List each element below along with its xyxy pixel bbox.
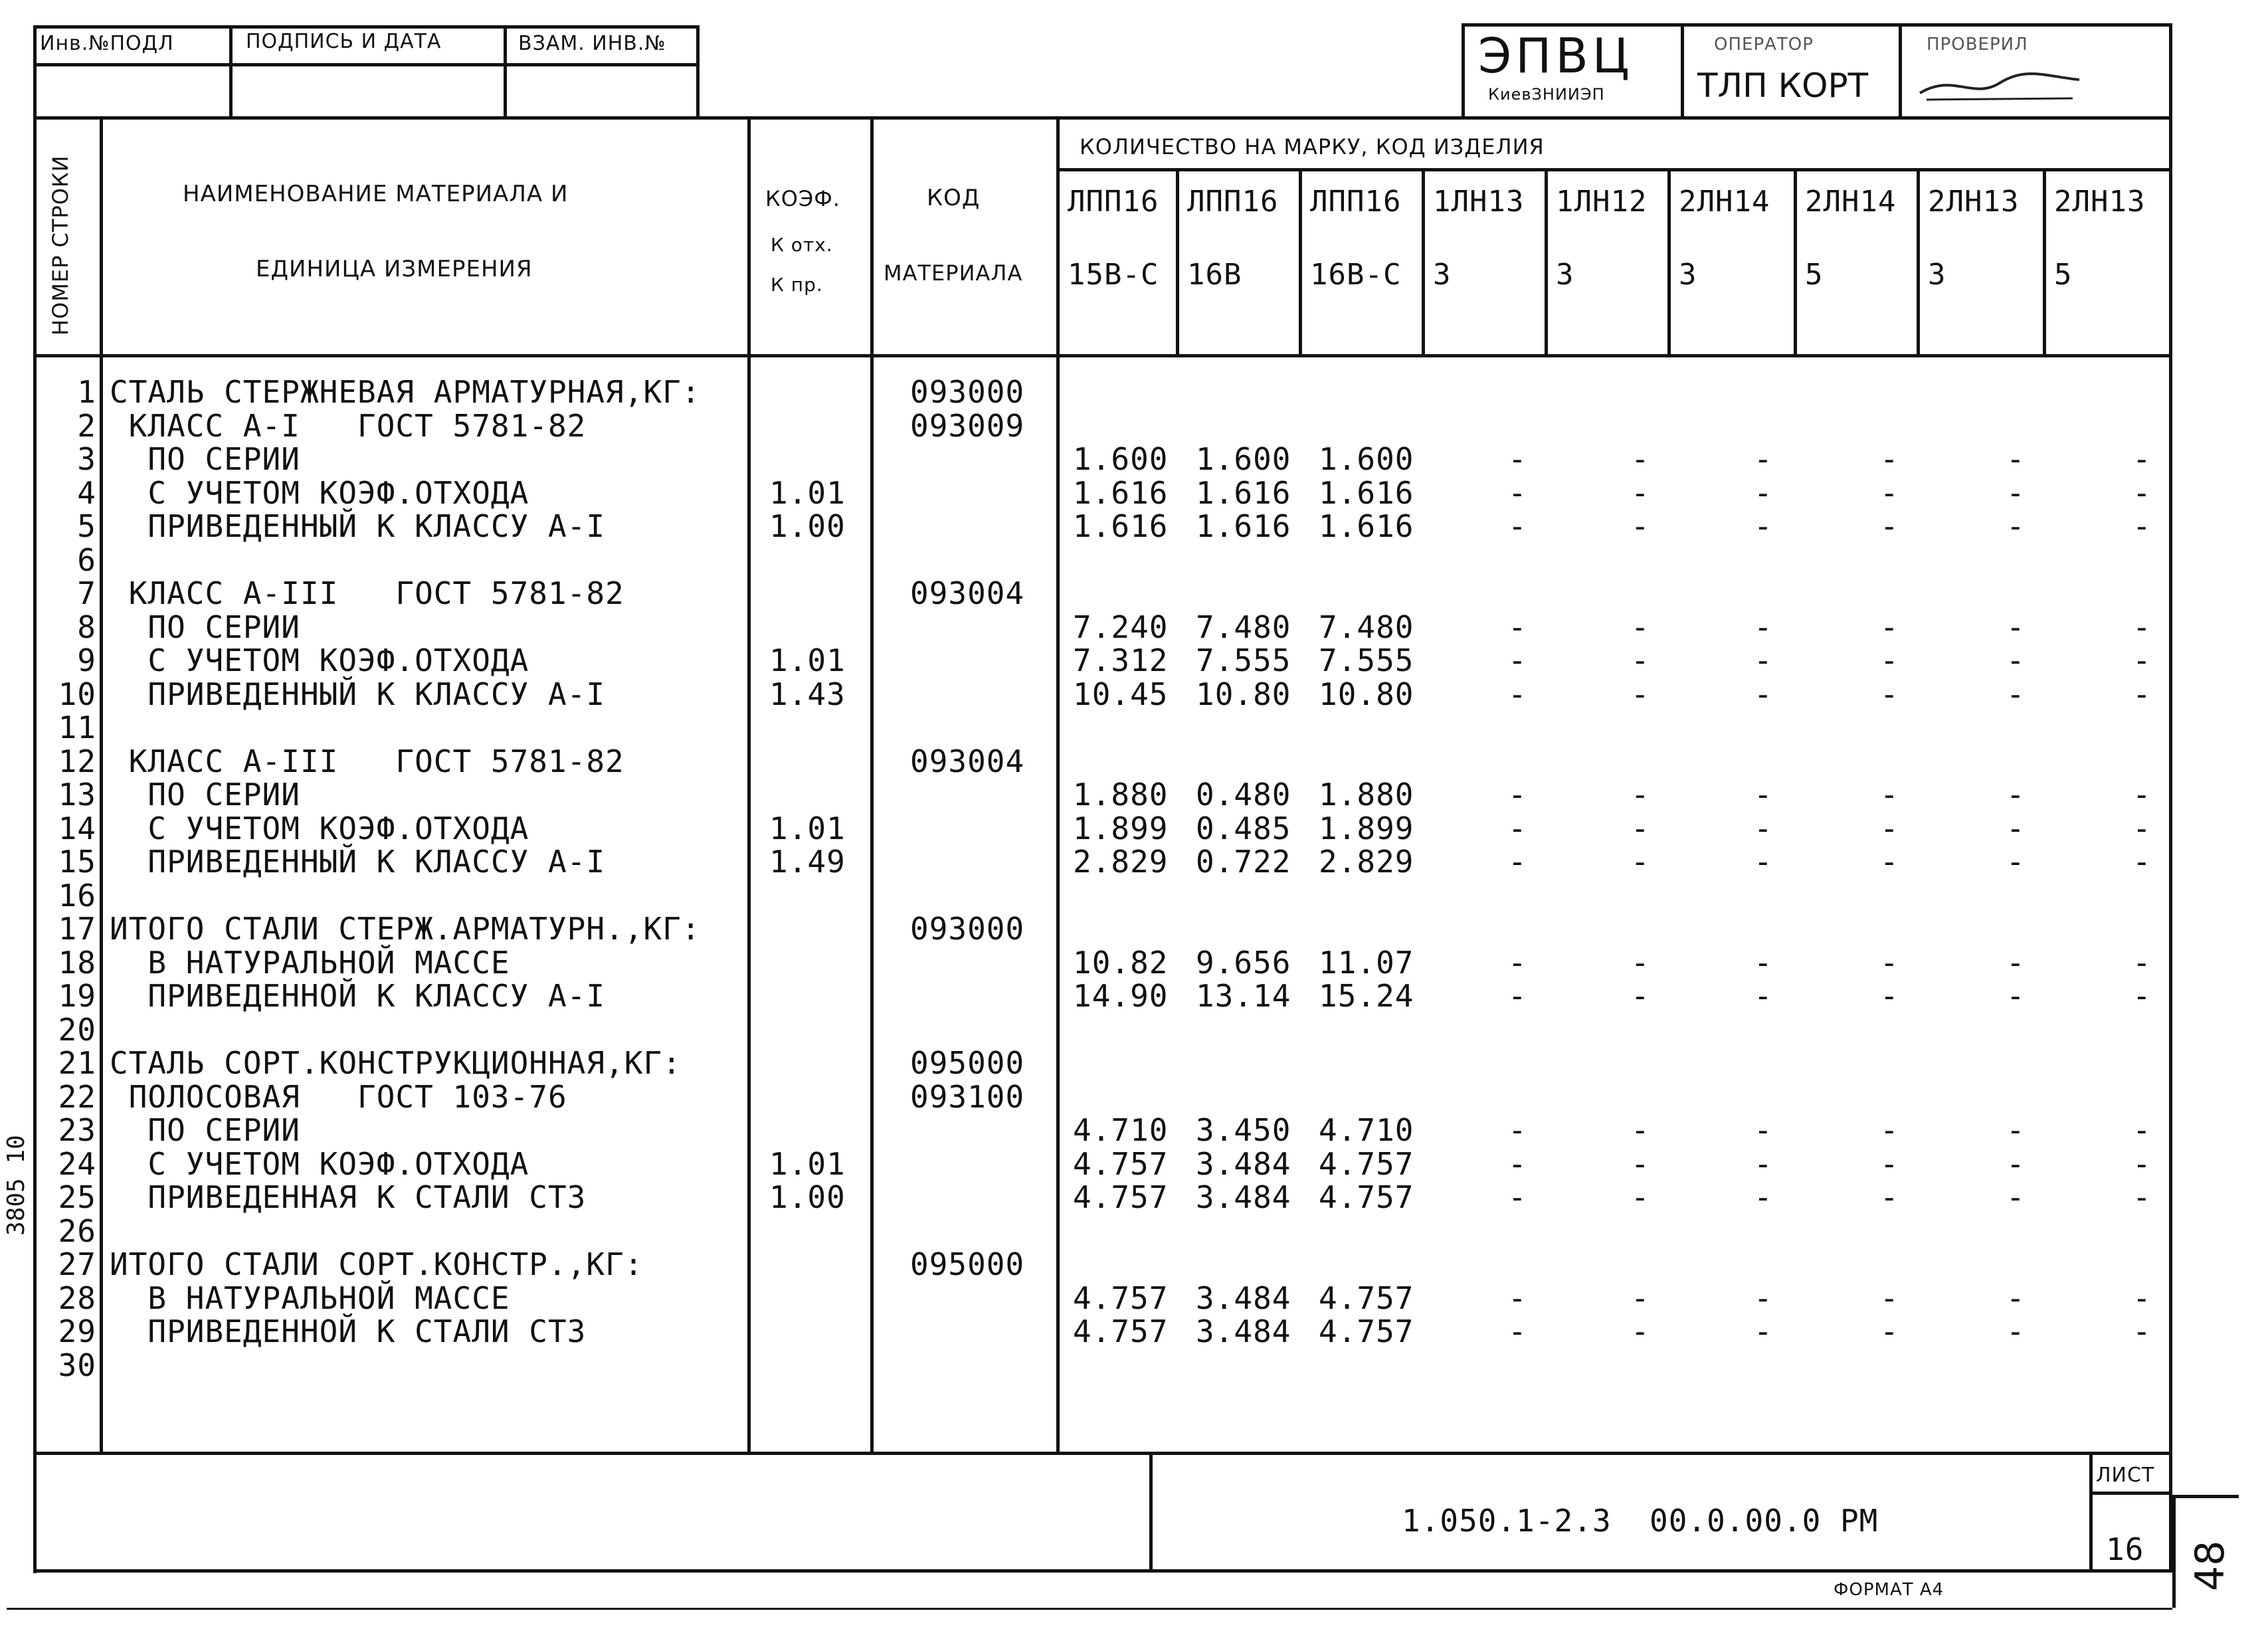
- empty-dash: -: [1631, 811, 1650, 846]
- quantity-value: 9.656: [1196, 945, 1291, 981]
- empty-dash: -: [1754, 508, 1773, 544]
- quantity-value: 3.484: [1196, 1280, 1291, 1316]
- empty-dash: -: [1880, 1112, 1899, 1148]
- material-name: ПРИВЕДЕННОЙ К КЛАССУ А-I: [110, 978, 606, 1014]
- material-name: ПРИВЕДЕННОЙ К СТАЛИ СТ3: [110, 1313, 587, 1349]
- code-header-line1: КОД: [927, 185, 981, 211]
- quantity-value: 3.484: [1196, 1313, 1291, 1349]
- material-name: С УЧЕТОМ КОЭФ.ОТХОДА: [110, 1146, 529, 1182]
- empty-dash: -: [1754, 1179, 1773, 1215]
- qty-header: КОЛИЧЕСТВО НА МАРКУ, КОД ИЗДЕЛИЯ: [1080, 134, 1545, 159]
- mark-code-bottom: 5: [1805, 258, 1824, 292]
- material-name: ПО СЕРИИ: [110, 1112, 300, 1148]
- quantity-value: 0.485: [1196, 811, 1291, 846]
- empty-dash: -: [1880, 945, 1899, 981]
- empty-dash: -: [1508, 1112, 1527, 1148]
- inv-label: Инв.№ПОДЛ: [40, 32, 174, 55]
- quantity-value: 1.600: [1319, 441, 1414, 477]
- quantity-value: 0.722: [1196, 844, 1291, 880]
- material-code: 093004: [910, 575, 1025, 611]
- empty-dash: -: [1880, 811, 1899, 846]
- quantity-value: 10.80: [1196, 676, 1291, 712]
- empty-dash: -: [2006, 978, 2026, 1014]
- row-number: 28: [58, 1280, 96, 1316]
- empty-dash: -: [1754, 441, 1773, 477]
- empty-dash: -: [2006, 475, 2026, 511]
- empty-dash: -: [1508, 642, 1527, 678]
- checker-label: ПРОВЕРИЛ: [1927, 35, 2028, 54]
- empty-dash: -: [2132, 508, 2152, 544]
- empty-dash: -: [1631, 475, 1650, 511]
- row-number: 12: [58, 743, 96, 779]
- quantity-value: 1.616: [1196, 508, 1291, 544]
- mark-code-bottom: 15В-С: [1068, 258, 1159, 292]
- quantity-value: 1.616: [1319, 475, 1414, 511]
- empty-dash: -: [2006, 811, 2026, 846]
- empty-dash: -: [2006, 945, 2026, 981]
- empty-dash: -: [1880, 441, 1899, 477]
- empty-dash: -: [2006, 844, 2026, 880]
- material-name: В НАТУРАЛЬНОЙ МАССЕ: [110, 945, 510, 981]
- empty-dash: -: [1508, 777, 1527, 813]
- empty-dash: -: [2006, 508, 2026, 544]
- org-logo: ЭПВЦ: [1478, 28, 1634, 84]
- empty-dash: -: [1880, 978, 1899, 1014]
- mark-code-bottom: 3: [1556, 258, 1574, 292]
- material-name: КЛАСС А-III ГОСТ 5781-82: [110, 575, 624, 611]
- row-number: 11: [58, 710, 96, 745]
- quantity-value: 1.899: [1319, 811, 1414, 846]
- mark-code-bottom: 3: [1928, 258, 1946, 292]
- rownum-header: НОМЕР СТРОКИ: [48, 155, 73, 336]
- mark-code-top: 2ЛН14: [1679, 185, 1770, 219]
- row-number: 14: [58, 811, 96, 846]
- format-label: ФОРМАТ А4: [1834, 1580, 1944, 1600]
- material-code: 093000: [910, 911, 1025, 947]
- material-name: С УЧЕТОМ КОЭФ.ОТХОДА: [110, 642, 529, 678]
- quantity-value: 1.600: [1196, 441, 1291, 477]
- row-number: 10: [58, 676, 96, 712]
- vzam-label: ВЗАМ. ИНВ.№: [518, 32, 666, 55]
- empty-dash: -: [1631, 609, 1650, 645]
- empty-dash: -: [1508, 609, 1527, 645]
- empty-dash: -: [1754, 945, 1773, 981]
- empty-dash: -: [2006, 1280, 2026, 1316]
- mark-code-bottom: 16В-С: [1310, 258, 1402, 292]
- name-header-line1: НАИМЕНОВАНИЕ МАТЕРИАЛА И: [183, 181, 569, 207]
- empty-dash: -: [1754, 609, 1773, 645]
- row-number: 9: [77, 642, 96, 678]
- empty-dash: -: [2006, 1179, 2026, 1215]
- empty-dash: -: [1754, 1280, 1773, 1316]
- empty-dash: -: [1631, 777, 1650, 813]
- material-name: ПОЛОСОВАЯ ГОСТ 103-76: [110, 1079, 567, 1115]
- empty-dash: -: [1631, 508, 1650, 544]
- quantity-value: 4.757: [1319, 1179, 1414, 1215]
- quantity-value: 4.757: [1319, 1313, 1414, 1349]
- empty-dash: -: [1508, 508, 1527, 544]
- row-number: 1: [77, 374, 96, 410]
- empty-dash: -: [1631, 844, 1650, 880]
- empty-dash: -: [1754, 844, 1773, 880]
- material-name: ПО СЕРИИ: [110, 441, 300, 477]
- quantity-value: 7.555: [1319, 642, 1414, 678]
- material-name: СТАЛЬ СТЕРЖНЕВАЯ АРМАТУРНАЯ,КГ:: [110, 374, 701, 410]
- quantity-value: 4.757: [1073, 1146, 1169, 1182]
- empty-dash: -: [1880, 1280, 1899, 1316]
- row-number: 6: [77, 542, 96, 578]
- material-code: 095000: [910, 1045, 1025, 1081]
- row-number: 26: [58, 1213, 96, 1249]
- material-name: ПО СЕРИИ: [110, 609, 300, 645]
- quantity-value: 10.45: [1073, 676, 1169, 712]
- empty-dash: -: [1754, 1112, 1773, 1148]
- quantity-value: 4.710: [1073, 1112, 1169, 1148]
- empty-dash: -: [2132, 1179, 2152, 1215]
- quantity-value: 4.757: [1073, 1313, 1169, 1349]
- operator-label: ОПЕРАТОР: [1714, 35, 1814, 54]
- quantity-value: 4.757: [1073, 1179, 1169, 1215]
- empty-dash: -: [2132, 777, 2152, 813]
- coefficient: 1.49: [769, 844, 846, 880]
- mark-code-bottom: 5: [2054, 258, 2073, 292]
- mark-code-top: 2ЛН14: [1805, 185, 1897, 219]
- mark-code-bottom: 3: [1679, 258, 1697, 292]
- empty-dash: -: [1508, 1313, 1527, 1349]
- empty-dash: -: [1508, 811, 1527, 846]
- empty-dash: -: [1508, 441, 1527, 477]
- mark-code-top: 2ЛН13: [1928, 185, 2020, 219]
- empty-dash: -: [1880, 1146, 1899, 1182]
- material-code: 093000: [910, 374, 1025, 410]
- quantity-value: 11.07: [1319, 945, 1414, 981]
- quantity-value: 4.757: [1073, 1280, 1169, 1316]
- empty-dash: -: [1880, 777, 1899, 813]
- material-name: ПО СЕРИИ: [110, 777, 300, 813]
- quantity-value: 3.484: [1196, 1179, 1291, 1215]
- empty-dash: -: [1754, 811, 1773, 846]
- empty-dash: -: [2132, 441, 2152, 477]
- empty-dash: -: [1880, 1179, 1899, 1215]
- empty-dash: -: [1631, 1146, 1650, 1182]
- material-name: С УЧЕТОМ КОЭФ.ОТХОДА: [110, 475, 529, 511]
- quantity-value: 14.90: [1073, 978, 1169, 1014]
- sheet-label: ЛИСТ: [2096, 1464, 2155, 1487]
- coefficient: 1.00: [769, 508, 846, 544]
- empty-dash: -: [2006, 642, 2026, 678]
- material-code: 093009: [910, 408, 1025, 444]
- quantity-value: 2.829: [1073, 844, 1169, 880]
- row-number: 21: [58, 1045, 96, 1081]
- quantity-value: 4.710: [1319, 1112, 1414, 1148]
- quantity-value: 4.757: [1319, 1146, 1414, 1182]
- row-number: 13: [58, 777, 96, 813]
- empty-dash: -: [1508, 676, 1527, 712]
- material-name: ИТОГО СТАЛИ СТЕРЖ.АРМАТУРН.,КГ:: [110, 911, 701, 947]
- empty-dash: -: [2006, 609, 2026, 645]
- empty-dash: -: [1631, 1313, 1650, 1349]
- margin-side-text: 3805 10: [3, 1135, 30, 1236]
- empty-dash: -: [2006, 441, 2026, 477]
- mark-code-top: 1ЛН13: [1433, 185, 1525, 219]
- empty-dash: -: [1754, 1313, 1773, 1349]
- quantity-value: 1.880: [1319, 777, 1414, 813]
- quantity-value: 1.616: [1073, 475, 1169, 511]
- coef-header-line2: К отх.: [771, 234, 833, 256]
- empty-dash: -: [2132, 1280, 2152, 1316]
- quantity-value: 1.899: [1073, 811, 1169, 846]
- empty-dash: -: [1631, 1280, 1650, 1316]
- row-number: 15: [58, 844, 96, 880]
- empty-dash: -: [2132, 978, 2152, 1014]
- quantity-value: 1.600: [1073, 441, 1169, 477]
- coefficient: 1.01: [769, 811, 846, 846]
- sign-date-label: ПОДПИСЬ И ДАТА: [246, 30, 442, 53]
- quantity-value: 3.484: [1196, 1146, 1291, 1182]
- row-number: 29: [58, 1313, 96, 1349]
- material-name: СТАЛЬ СОРТ.КОНСТРУКЦИОННАЯ,КГ:: [110, 1045, 682, 1081]
- material-name: ПРИВЕДЕННАЯ К СТАЛИ СТ3: [110, 1179, 587, 1215]
- quantity-value: 10.80: [1319, 676, 1414, 712]
- empty-dash: -: [1754, 642, 1773, 678]
- coefficient: 1.01: [769, 475, 846, 511]
- empty-dash: -: [1631, 441, 1650, 477]
- material-name: ПРИВЕДЕННЫЙ К КЛАССУ А-I: [110, 676, 606, 712]
- empty-dash: -: [1880, 609, 1899, 645]
- empty-dash: -: [1754, 1146, 1773, 1182]
- empty-dash: -: [1880, 844, 1899, 880]
- empty-dash: -: [2132, 811, 2152, 846]
- checker-signature: [1913, 66, 2086, 106]
- row-number: 4: [77, 475, 96, 511]
- empty-dash: -: [1508, 844, 1527, 880]
- quantity-value: 7.312: [1073, 642, 1169, 678]
- empty-dash: -: [1631, 642, 1650, 678]
- material-name: КЛАСС А-I ГОСТ 5781-82: [110, 408, 587, 444]
- row-number: 30: [58, 1347, 96, 1383]
- empty-dash: -: [1631, 978, 1650, 1014]
- mark-code-bottom: 3: [1433, 258, 1452, 292]
- material-name: ИТОГО СТАЛИ СОРТ.КОНСТР.,КГ:: [110, 1246, 644, 1282]
- empty-dash: -: [2006, 1146, 2026, 1182]
- empty-dash: -: [1880, 642, 1899, 678]
- empty-dash: -: [1880, 508, 1899, 544]
- row-number: 3: [77, 441, 96, 477]
- empty-dash: -: [2132, 1313, 2152, 1349]
- mark-code-bottom: 16В: [1187, 258, 1242, 292]
- empty-dash: -: [1754, 475, 1773, 511]
- empty-dash: -: [1880, 1313, 1899, 1349]
- operator-value: ТЛП КОРТ: [1697, 66, 1869, 105]
- mark-code-top: ЛПП16: [1068, 185, 1159, 219]
- doc-code: 1.050.1-2.3 00.0.00.0 РМ: [1402, 1503, 1879, 1539]
- row-number: 2: [77, 408, 96, 444]
- material-name: С УЧЕТОМ КОЭФ.ОТХОДА: [110, 811, 529, 846]
- empty-dash: -: [2006, 676, 2026, 712]
- quantity-value: 15.24: [1319, 978, 1414, 1014]
- quantity-value: 13.14: [1196, 978, 1291, 1014]
- row-number: 17: [58, 911, 96, 947]
- material-name: ПРИВЕДЕННЫЙ К КЛАССУ А-I: [110, 844, 606, 880]
- material-name: ПРИВЕДЕННЫЙ К КЛАССУ А-I: [110, 508, 606, 544]
- mark-code-top: 1ЛН12: [1556, 185, 1648, 219]
- empty-dash: -: [2132, 642, 2152, 678]
- row-number: 22: [58, 1079, 96, 1115]
- quantity-value: 10.82: [1073, 945, 1169, 981]
- empty-dash: -: [1508, 475, 1527, 511]
- quantity-value: 1.616: [1319, 508, 1414, 544]
- empty-dash: -: [1880, 676, 1899, 712]
- empty-dash: -: [1508, 945, 1527, 981]
- empty-dash: -: [2132, 945, 2152, 981]
- empty-dash: -: [2132, 475, 2152, 511]
- row-number: 27: [58, 1246, 96, 1282]
- empty-dash: -: [1880, 475, 1899, 511]
- empty-dash: -: [2006, 1112, 2026, 1148]
- quantity-value: 7.240: [1073, 609, 1169, 645]
- empty-dash: -: [2132, 1112, 2152, 1148]
- coefficient: 1.43: [769, 676, 846, 712]
- row-number: 5: [77, 508, 96, 544]
- material-name: КЛАСС А-III ГОСТ 5781-82: [110, 743, 624, 779]
- code-header-line2: МАТЕРИАЛА: [884, 260, 1023, 286]
- row-number: 25: [58, 1179, 96, 1215]
- quantity-value: 1.616: [1196, 475, 1291, 511]
- mark-code-top: 2ЛН13: [2054, 185, 2146, 219]
- row-number: 20: [58, 1012, 96, 1048]
- empty-dash: -: [1631, 1112, 1650, 1148]
- empty-dash: -: [1631, 1179, 1650, 1215]
- coefficient: 1.01: [769, 1146, 846, 1182]
- page-number: 48: [2187, 1540, 2233, 1591]
- empty-dash: -: [1508, 1146, 1527, 1182]
- empty-dash: -: [1508, 1179, 1527, 1215]
- empty-dash: -: [1631, 676, 1650, 712]
- empty-dash: -: [2132, 609, 2152, 645]
- empty-dash: -: [2006, 777, 2026, 813]
- quantity-value: 1.616: [1073, 508, 1169, 544]
- quantity-value: 3.450: [1196, 1112, 1291, 1148]
- material-name: В НАТУРАЛЬНОЙ МАССЕ: [110, 1280, 510, 1316]
- mark-code-top: ЛПП16: [1187, 185, 1279, 219]
- material-code: 093100: [910, 1079, 1025, 1115]
- empty-dash: -: [2132, 1146, 2152, 1182]
- material-code: 095000: [910, 1246, 1025, 1282]
- empty-dash: -: [1631, 945, 1650, 981]
- coef-header-line3: К пр.: [771, 274, 823, 296]
- material-code: 093004: [910, 743, 1025, 779]
- empty-dash: -: [1754, 777, 1773, 813]
- quantity-value: 7.480: [1196, 609, 1291, 645]
- quantity-value: 2.829: [1319, 844, 1414, 880]
- coef-header-line1: КОЭФ.: [765, 186, 840, 211]
- name-header-line2: ЕДИНИЦА ИЗМЕРЕНИЯ: [256, 256, 533, 282]
- quantity-value: 7.555: [1196, 642, 1291, 678]
- row-number: 19: [58, 978, 96, 1014]
- quantity-value: 4.757: [1319, 1280, 1414, 1316]
- empty-dash: -: [2132, 676, 2152, 712]
- row-number: 16: [58, 878, 96, 914]
- empty-dash: -: [1508, 978, 1527, 1014]
- quantity-value: 0.480: [1196, 777, 1291, 813]
- sheet-number: 16: [2106, 1531, 2144, 1567]
- row-number: 23: [58, 1112, 96, 1148]
- coefficient: 1.01: [769, 642, 846, 678]
- empty-dash: -: [1508, 1280, 1527, 1316]
- quantity-value: 1.880: [1073, 777, 1169, 813]
- row-number: 7: [77, 575, 96, 611]
- empty-dash: -: [1754, 676, 1773, 712]
- org-sub: КиевЗНИИЭП: [1488, 85, 1605, 104]
- empty-dash: -: [1754, 978, 1773, 1014]
- row-number: 24: [58, 1146, 96, 1182]
- empty-dash: -: [2006, 1313, 2026, 1349]
- quantity-value: 7.480: [1319, 609, 1414, 645]
- coefficient: 1.00: [769, 1179, 846, 1215]
- empty-dash: -: [2132, 844, 2152, 880]
- row-number: 8: [77, 609, 96, 645]
- mark-code-top: ЛПП16: [1310, 185, 1402, 219]
- row-number: 18: [58, 945, 96, 981]
